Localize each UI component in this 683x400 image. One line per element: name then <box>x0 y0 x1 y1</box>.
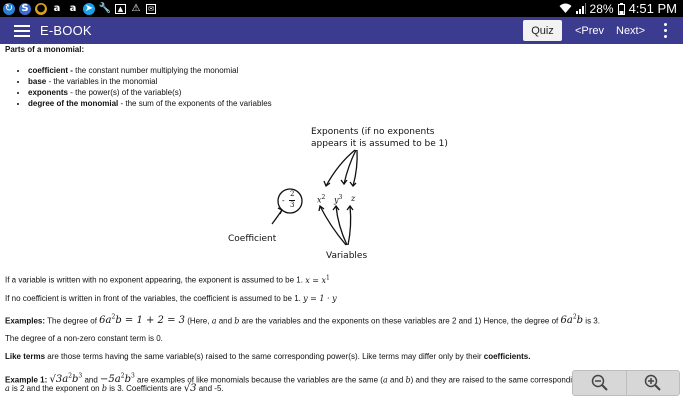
example-label: Example 1: <box>5 375 48 385</box>
examples-label: Examples: <box>5 316 46 326</box>
math-var: a <box>5 384 10 393</box>
warning-icon: ⚠ <box>131 2 141 14</box>
variable-y <box>334 194 342 205</box>
math: 6a <box>99 315 112 327</box>
exponent: 1 <box>326 274 330 281</box>
text: is 3. Coefficients are <box>106 384 184 393</box>
term-separator: - <box>68 66 76 75</box>
term: exponents <box>28 88 69 97</box>
signal-icon <box>576 3 586 14</box>
paragraph-examples <box>5 313 600 326</box>
math-var: a <box>211 316 217 326</box>
notification-icons <box>0 3 156 15</box>
app-title: E-BOOK <box>40 23 92 38</box>
term-separator: - <box>118 99 126 108</box>
term-description: the power(s) of the variable(s) <box>75 88 182 97</box>
monomial-diagram <box>220 124 470 264</box>
exponent: 3 <box>130 373 135 380</box>
paragraph-like-terms <box>5 352 530 362</box>
sync-icon: ↻ <box>4 2 14 14</box>
math: √3a <box>49 374 69 386</box>
lesson-content <box>5 44 681 109</box>
math-expression <box>99 315 185 326</box>
term-description: the constant number multiplying the monomial <box>75 66 239 75</box>
exp-x: 2 <box>321 194 326 201</box>
image-icon: ▲ <box>115 4 126 14</box>
term-description: the sum of the exponents of the variables <box>125 99 272 108</box>
exponent: 2 <box>120 373 125 380</box>
coefficient-label: Coefficient <box>228 234 277 244</box>
more-options-icon[interactable] <box>662 23 668 38</box>
math: b <box>576 315 584 327</box>
gold-app-icon: ● <box>36 2 46 14</box>
text: and <box>387 375 406 385</box>
variable-z: z <box>351 194 356 203</box>
list-item <box>28 98 681 109</box>
exponent: 2 <box>111 314 116 321</box>
text: are those terms having the same variable(s) raised to the same corresponding power(s). Like terms may differ only by their <box>45 352 484 361</box>
battery-percent: 28% <box>589 1 614 16</box>
math-var: b <box>234 316 240 326</box>
text: and -5. <box>196 384 224 393</box>
math: b <box>124 374 131 386</box>
exponent: 3 <box>78 373 83 380</box>
var-y: y <box>334 195 339 205</box>
term: coefficient <box>28 66 69 75</box>
term: base <box>28 77 47 86</box>
navigation-icon: ➤ <box>84 2 94 14</box>
wrench-icon: 🔧 <box>98 2 112 14</box>
exponent: 2 <box>572 314 577 321</box>
quiz-button[interactable]: Quiz <box>523 20 562 41</box>
section-heading: Parts of a monomial: <box>5 45 85 54</box>
coefficients-bold: coefficients. <box>483 352 531 361</box>
app-bar <box>0 17 683 44</box>
variables-label: Variables <box>326 251 368 261</box>
exponents-label: Exponents (if no exponents <box>311 127 435 137</box>
text: (Here, <box>185 316 212 326</box>
amazon-icon: a <box>53 2 61 14</box>
list-item <box>28 65 681 76</box>
math-expression: √3 <box>183 383 197 394</box>
menu-icon[interactable] <box>14 25 30 37</box>
variable-x <box>317 194 325 205</box>
zoom-out-icon <box>591 374 609 392</box>
text: and <box>216 316 235 326</box>
exponents-label-line2: appears it is assumed to be 1) <box>311 139 448 149</box>
math-expression: y = 1 · y <box>303 294 337 303</box>
amazon-icon: a <box>69 2 77 14</box>
next-button[interactable]: Next> <box>616 24 646 37</box>
text: If a variable is written with no exponent appearing, the exponent is assumed to be 1. <box>5 275 306 285</box>
exponent: 2 <box>68 373 73 380</box>
paragraph-coefficient-rule <box>5 294 337 304</box>
paragraph-exponent-rule <box>5 273 330 286</box>
notification-icon: ✉ <box>146 4 156 14</box>
math-expression <box>561 315 584 326</box>
text: and <box>82 375 101 385</box>
like-terms-label: Like terms <box>5 352 46 361</box>
status-right <box>559 0 677 17</box>
text: If no coefficient is written in front of the variables, the coefficient is assumed to be 1. <box>5 294 304 303</box>
zoom-in-button[interactable] <box>626 371 679 395</box>
math: x = x <box>305 275 326 285</box>
text: are examples of like monomials because the variables are the same ( <box>134 375 383 385</box>
clock: 4:51 PM <box>628 1 677 16</box>
math: b = 1 + 2 = 3 <box>115 315 186 327</box>
parts-list <box>28 65 681 109</box>
zoom-in-icon <box>644 374 662 392</box>
battery-icon <box>618 3 625 15</box>
text: The degree of <box>45 316 100 326</box>
status-bar <box>0 0 683 17</box>
paragraph-constant-degree: The degree of a non-zero constant term is 0. <box>5 334 163 343</box>
math: b <box>72 374 79 386</box>
zoom-out-button[interactable] <box>573 371 626 395</box>
math-var: b <box>405 375 411 385</box>
text: are the variables and the exponents on these variables are 2 and 1) Hence, the degree of <box>239 316 561 326</box>
list-item <box>28 76 681 87</box>
zoom-controls <box>572 370 680 396</box>
term-separator: - <box>68 88 76 97</box>
var-x: x <box>317 195 322 205</box>
text: is 3. <box>583 316 600 326</box>
text: ) and they are raised to the same correspondi <box>410 375 573 385</box>
math-var: a <box>382 375 388 385</box>
list-item <box>28 87 681 98</box>
math-expression <box>305 276 330 285</box>
exp-y: 3 <box>338 194 343 201</box>
term-description: the variables in the monomial <box>53 77 158 86</box>
s-app-icon: S <box>19 3 31 15</box>
coefficient-denominator: 3 <box>290 201 295 209</box>
coefficient-numerator: 2 <box>290 190 295 198</box>
coefficient-sign: - <box>282 196 285 205</box>
wifi-icon <box>559 3 572 14</box>
text: is 2 and the exponent on <box>9 384 102 393</box>
term: degree of the monomial <box>28 99 119 108</box>
term-separator: - <box>46 77 54 86</box>
math-var: b <box>101 384 107 393</box>
paragraph-example-1-cont <box>5 384 224 394</box>
math: −5a <box>100 374 121 386</box>
math: 6a <box>560 315 573 327</box>
prev-button[interactable]: <Prev <box>575 24 605 37</box>
